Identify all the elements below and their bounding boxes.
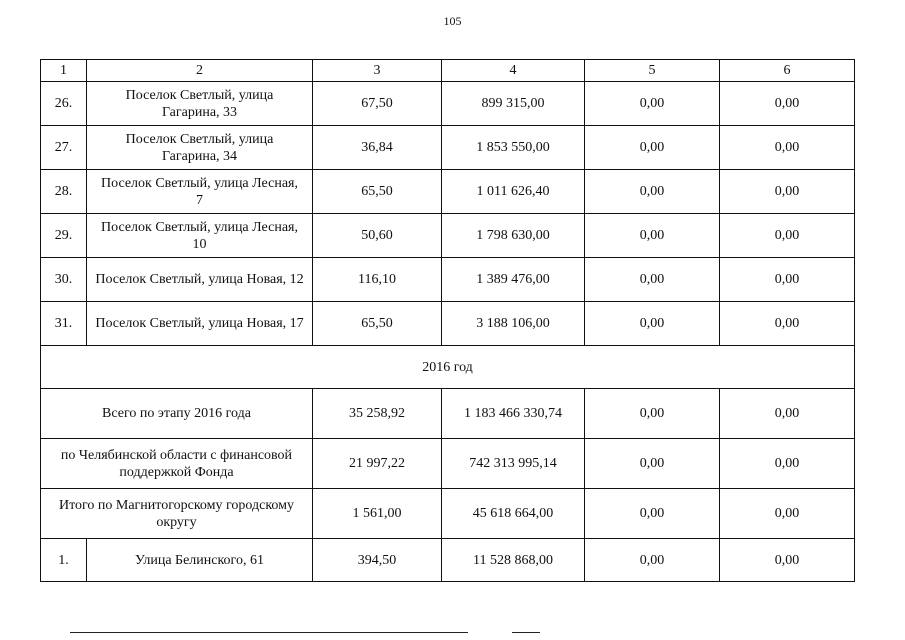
address-line: 10 (192, 236, 207, 252)
row-address: Поселок Светлый, улица Новая, 17 (87, 302, 313, 346)
row-col5: 0,00 (585, 302, 720, 346)
total-col6: 0,00 (720, 489, 855, 539)
total-label-line: поддержкой Фонда (119, 464, 234, 480)
table-row (41, 170, 855, 214)
total-label-line: округу (156, 514, 197, 530)
row-col4: 1 853 550,00 (442, 126, 585, 170)
header-cell-6: 6 (720, 60, 855, 82)
table-row (41, 302, 855, 346)
row-col3: 116,10 (313, 258, 442, 302)
address-line: Поселок Светлый, улица (125, 131, 274, 147)
header-cell-3: 3 (313, 60, 442, 82)
header-row (41, 60, 855, 82)
total-col4: 1 183 466 330,74 (442, 389, 585, 439)
row-number: 26. (41, 82, 87, 126)
total-col3: 1 561,00 (313, 489, 442, 539)
row-col4: 1 011 626,40 (442, 170, 585, 214)
row-col4: 899 315,00 (442, 82, 585, 126)
row-col5: 0,00 (585, 126, 720, 170)
total-col5: 0,00 (585, 389, 720, 439)
row-col6: 0,00 (720, 214, 855, 258)
total-label (41, 439, 313, 489)
housing-table (40, 59, 855, 582)
address-line: 7 (196, 192, 203, 208)
total-row (41, 439, 855, 489)
table-row (41, 126, 855, 170)
row-number: 30. (41, 258, 87, 302)
row-col4: 1 389 476,00 (442, 258, 585, 302)
row-address: Поселок Светлый, улица Новая, 12 (87, 258, 313, 302)
address-line: Поселок Светлый, улица (125, 87, 274, 103)
total-col3: 21 997,22 (313, 439, 442, 489)
page-number: 105 (443, 14, 462, 28)
row-address (87, 170, 313, 214)
table-row (41, 258, 855, 302)
row-col3: 65,50 (313, 302, 442, 346)
row-number: 27. (41, 126, 87, 170)
row-number: 29. (41, 214, 87, 258)
row-address (87, 214, 313, 258)
row-col4: 11 528 868,00 (442, 539, 585, 582)
total-col5: 0,00 (585, 439, 720, 489)
row-col6: 0,00 (720, 82, 855, 126)
row-number: 1. (41, 539, 87, 582)
row-col6: 0,00 (720, 258, 855, 302)
row-col3: 36,84 (313, 126, 442, 170)
row-col3: 67,50 (313, 82, 442, 126)
total-col3: 35 258,92 (313, 389, 442, 439)
table-row (41, 539, 855, 582)
year-label: 2016 год (41, 346, 855, 389)
footer-rule (70, 632, 468, 633)
row-number: 31. (41, 302, 87, 346)
address-line: Гагарина, 33 (161, 104, 238, 120)
total-label: Всего по этапу 2016 года (41, 389, 313, 439)
header-cell-4: 4 (442, 60, 585, 82)
row-col5: 0,00 (585, 539, 720, 582)
total-label (41, 489, 313, 539)
row-col6: 0,00 (720, 170, 855, 214)
row-col3: 394,50 (313, 539, 442, 582)
row-address: Улица Белинского, 61 (87, 539, 313, 582)
row-col5: 0,00 (585, 170, 720, 214)
row-address (87, 126, 313, 170)
row-col3: 65,50 (313, 170, 442, 214)
row-number: 28. (41, 170, 87, 214)
total-row (41, 389, 855, 439)
header-cell-5: 5 (585, 60, 720, 82)
row-col4: 3 188 106,00 (442, 302, 585, 346)
row-col5: 0,00 (585, 82, 720, 126)
total-col5: 0,00 (585, 489, 720, 539)
row-col4: 1 798 630,00 (442, 214, 585, 258)
year-row (41, 346, 855, 389)
header-cell-2: 2 (87, 60, 313, 82)
table-row (41, 82, 855, 126)
address-line: Гагарина, 34 (161, 148, 238, 164)
row-address (87, 82, 313, 126)
address-line: Поселок Светлый, улица Лесная, (101, 175, 298, 191)
row-col5: 0,00 (585, 258, 720, 302)
row-col6: 0,00 (720, 302, 855, 346)
total-row (41, 489, 855, 539)
total-label-line: Итого по Магнитогорскому городскому (58, 497, 295, 513)
row-col6: 0,00 (720, 126, 855, 170)
total-col6: 0,00 (720, 389, 855, 439)
total-col4: 742 313 995,14 (442, 439, 585, 489)
total-col6: 0,00 (720, 439, 855, 489)
total-col4: 45 618 664,00 (442, 489, 585, 539)
total-label-line: по Челябинской области с финансовой (60, 447, 293, 463)
table-row (41, 214, 855, 258)
row-col5: 0,00 (585, 214, 720, 258)
header-cell-1: 1 (41, 60, 87, 82)
footer-rule (512, 632, 540, 633)
row-col3: 50,60 (313, 214, 442, 258)
address-line: Поселок Светлый, улица Лесная, (101, 219, 298, 235)
row-col6: 0,00 (720, 539, 855, 582)
